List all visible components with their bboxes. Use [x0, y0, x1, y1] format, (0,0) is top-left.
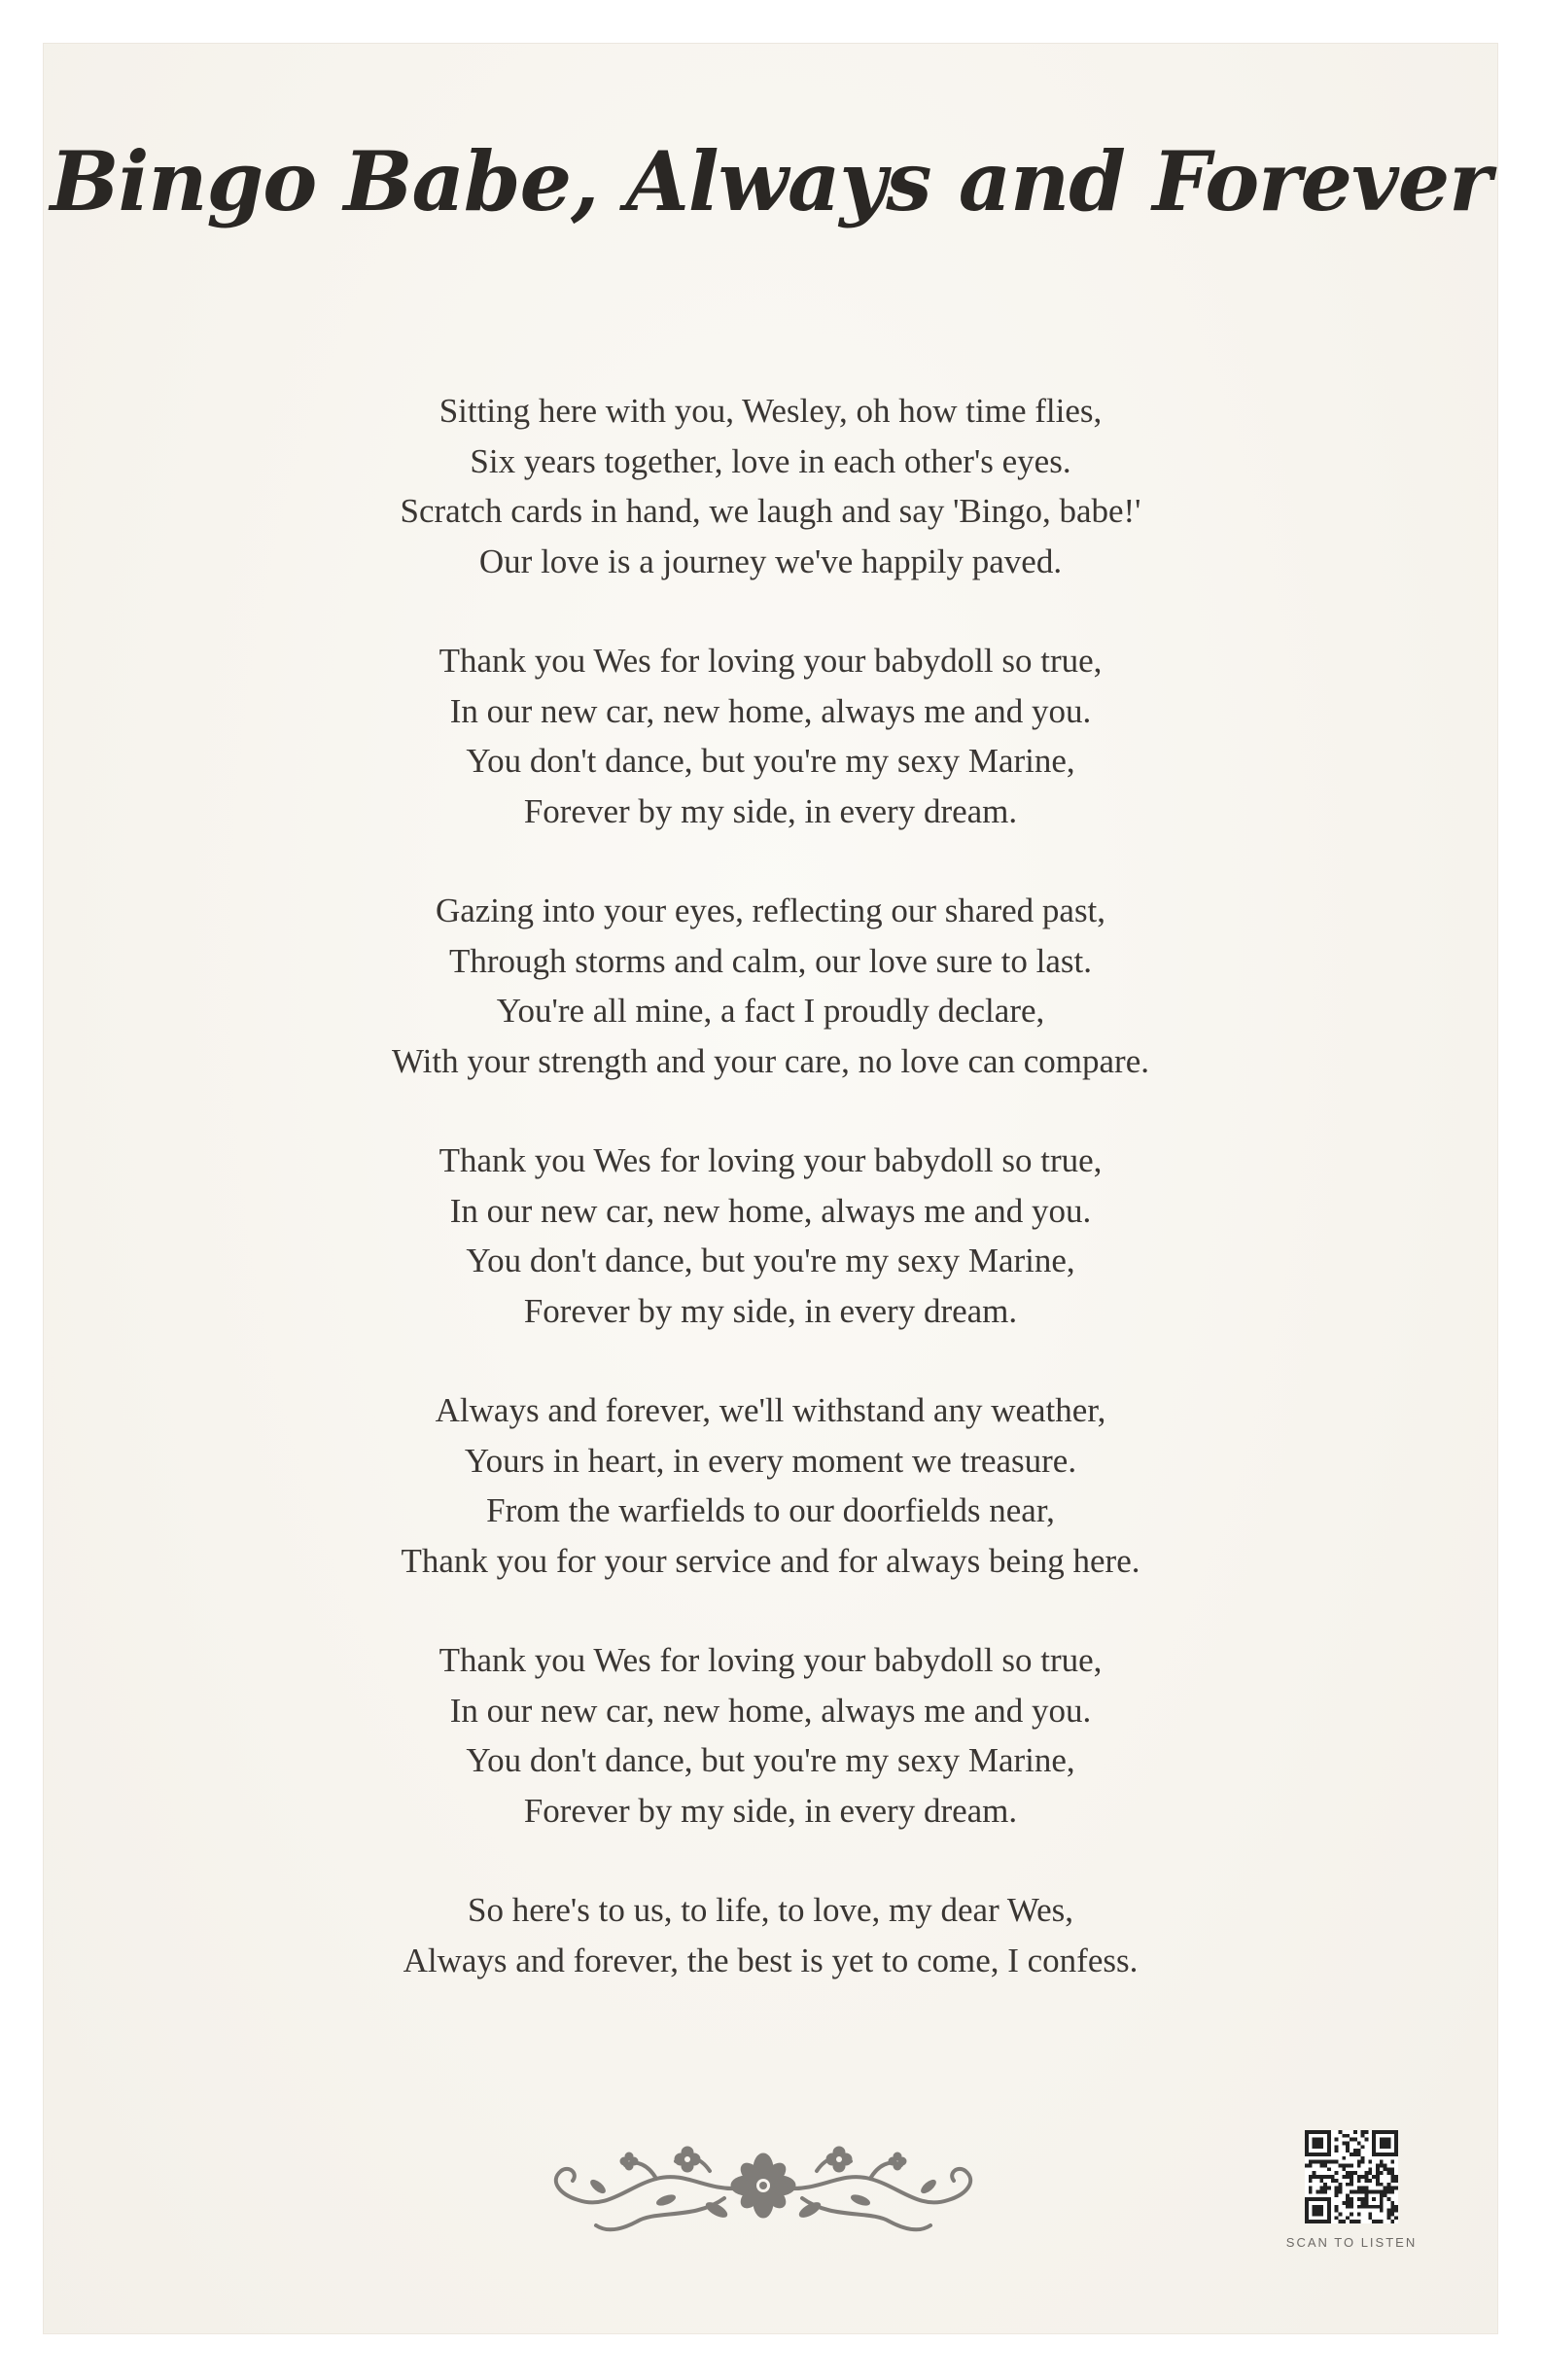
stanza-4 [44, 1136, 1497, 1336]
poem-line: Six years together, love in each other's eyes. [470, 441, 1071, 480]
poem-line: From the warfields to our doorfields near, [486, 1491, 1055, 1529]
qr-code-icon[interactable] [1305, 2130, 1398, 2223]
poem-line: In our new car, new home, always me and you. [449, 691, 1092, 730]
poem-line: Forever by my side, in every dream. [523, 791, 1018, 830]
stanza-6 [44, 1635, 1497, 1836]
floral-flourish-icon [540, 2132, 987, 2239]
stanza-3 [44, 886, 1497, 1086]
poem-title: Bingo Babe, Always and Forever [50, 133, 1491, 229]
stanza-7 [44, 1885, 1497, 1985]
poem-line: You don't dance, but you're my sexy Marine, [466, 1242, 1075, 1279]
poem-line: Always and forever, we'll withstand any weather, [435, 1391, 1106, 1429]
stanza-5 [44, 1385, 1497, 1586]
poem-line: Our love is a journey we've happily paved. [478, 542, 1063, 580]
poem-line: You don't dance, but you're my sexy Marine, [466, 742, 1075, 780]
poem-line: So here's to us, to life, to love, my dear Wes, [467, 1891, 1073, 1929]
poem-page [43, 43, 1498, 2334]
poem-line: You don't dance, but you're my sexy Marine, [466, 1741, 1075, 1779]
poem-line: Thank you for your service and for always being here. [401, 1541, 1140, 1580]
poem-line: Always and forever, the best is yet to come, I confess. [403, 1941, 1139, 1979]
poem-line: Scratch cards in hand, we laugh and say 'Bingo, babe!' [400, 492, 1141, 530]
poem-line: In our new car, new home, always me and you. [449, 1191, 1092, 1230]
poem-line: Thank you Wes for loving your babydoll so true, [438, 1641, 1103, 1679]
poem-line: Sitting here with you, Wesley, oh how time flies, [438, 392, 1103, 430]
poem-line: Forever by my side, in every dream. [523, 1291, 1018, 1330]
poem-line: In our new car, new home, always me and you. [449, 1691, 1092, 1730]
poem-line: With your strength and your care, no love can compare. [391, 1041, 1149, 1080]
poem-line: You're all mine, a fact I proudly declare, [496, 992, 1045, 1030]
poem-line: Thank you Wes for loving your babydoll so true, [438, 1141, 1103, 1179]
stanza-1 [44, 386, 1497, 586]
poem-line: Thank you Wes for loving your babydoll so true, [438, 642, 1103, 680]
stanza-2 [44, 636, 1497, 836]
qr-caption: SCAN TO LISTEN [1285, 2235, 1418, 2250]
poem-line: Forever by my side, in every dream. [523, 1791, 1018, 1830]
poem-line: Yours in heart, in every moment we treasure. [464, 1441, 1077, 1480]
poem-line: Gazing into your eyes, reflecting our shared past, [435, 892, 1106, 929]
poem-line: Through storms and calm, our love sure to last. [449, 941, 1092, 980]
poem-body [44, 386, 1497, 2035]
